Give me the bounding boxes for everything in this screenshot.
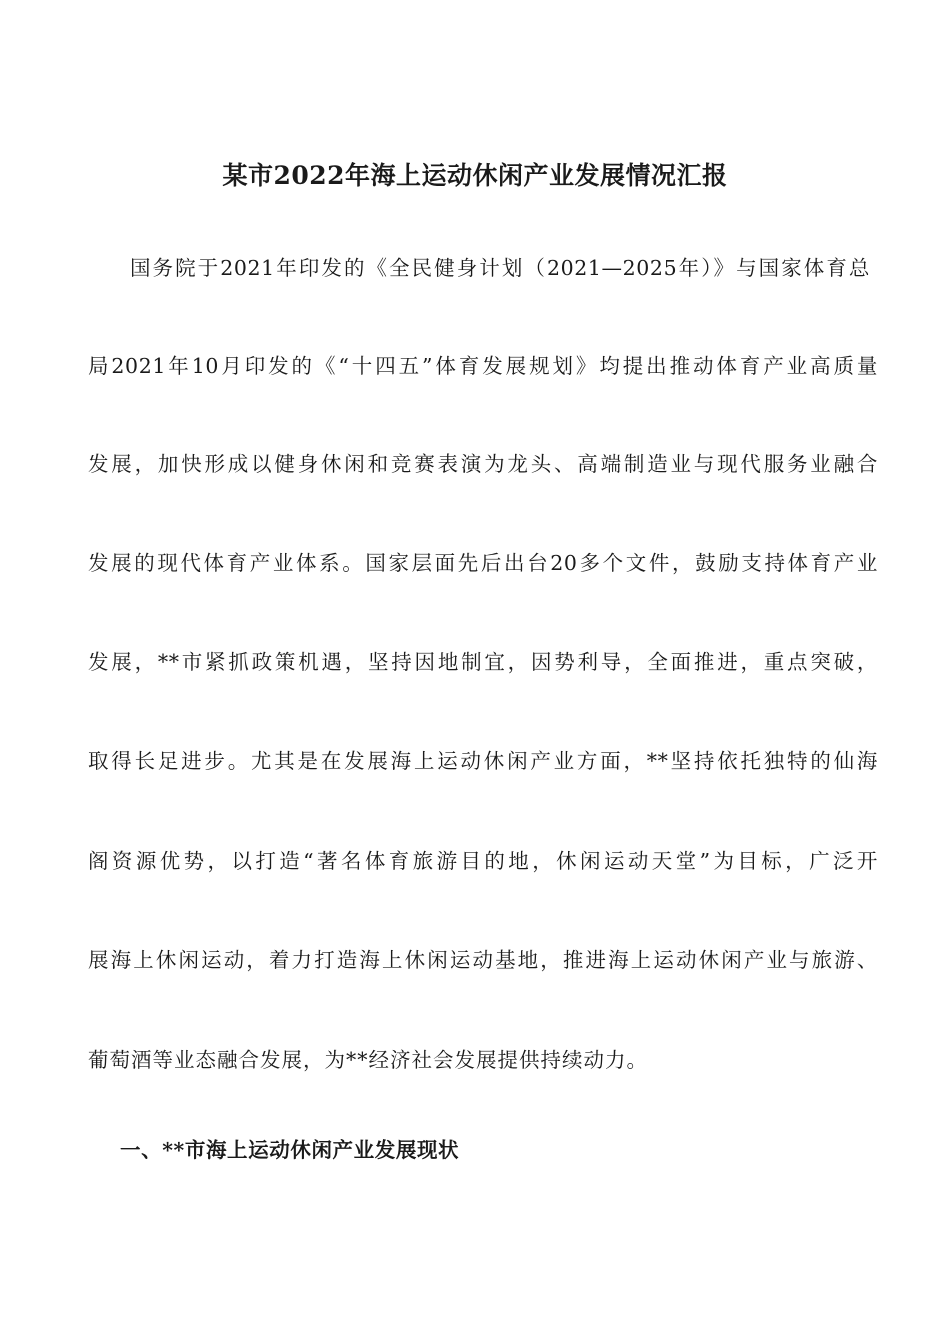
paragraph-line: 发展的现代体育产业体系。国家层面先后出台20多个文件，鼓励支持体育产业	[88, 551, 878, 575]
paragraph-line: 阁资源优势，以打造“著名体育旅游目的地，休闲运动天堂”为目标，广泛开	[88, 849, 878, 873]
document-title: 某市2022年海上运动休闲产业发展情况汇报	[222, 161, 728, 190]
section-heading: 一、**市海上运动休闲产业发展现状	[120, 1138, 460, 1162]
paragraph-line: 局2021年10月印发的《“十四五”体育发展规划》均提出推动体育产业高质量	[88, 354, 878, 378]
paragraph-line: 发展，**市紧抓政策机遇，坚持因地制宜，因势利导，全面推进，重点突破，	[88, 650, 878, 674]
paragraph-line: 发展，加快形成以健身休闲和竞赛表演为龙头、高端制造业与现代服务业融合	[88, 452, 878, 476]
paragraph-line: 国务院于2021年印发的《全民健身计划（2021—2025年）》与国家体育总	[130, 256, 870, 280]
paragraph-line: 展海上休闲运动，着力打造海上休闲运动基地，推进海上运动休闲产业与旅游、	[88, 948, 878, 972]
paragraph-line: 葡萄酒等业态融合发展，为**经济社会发展提供持续动力。	[88, 1048, 648, 1072]
paragraph-line: 取得长足进步。尤其是在发展海上运动休闲产业方面，**坚持依托独特的仙海	[88, 749, 878, 773]
